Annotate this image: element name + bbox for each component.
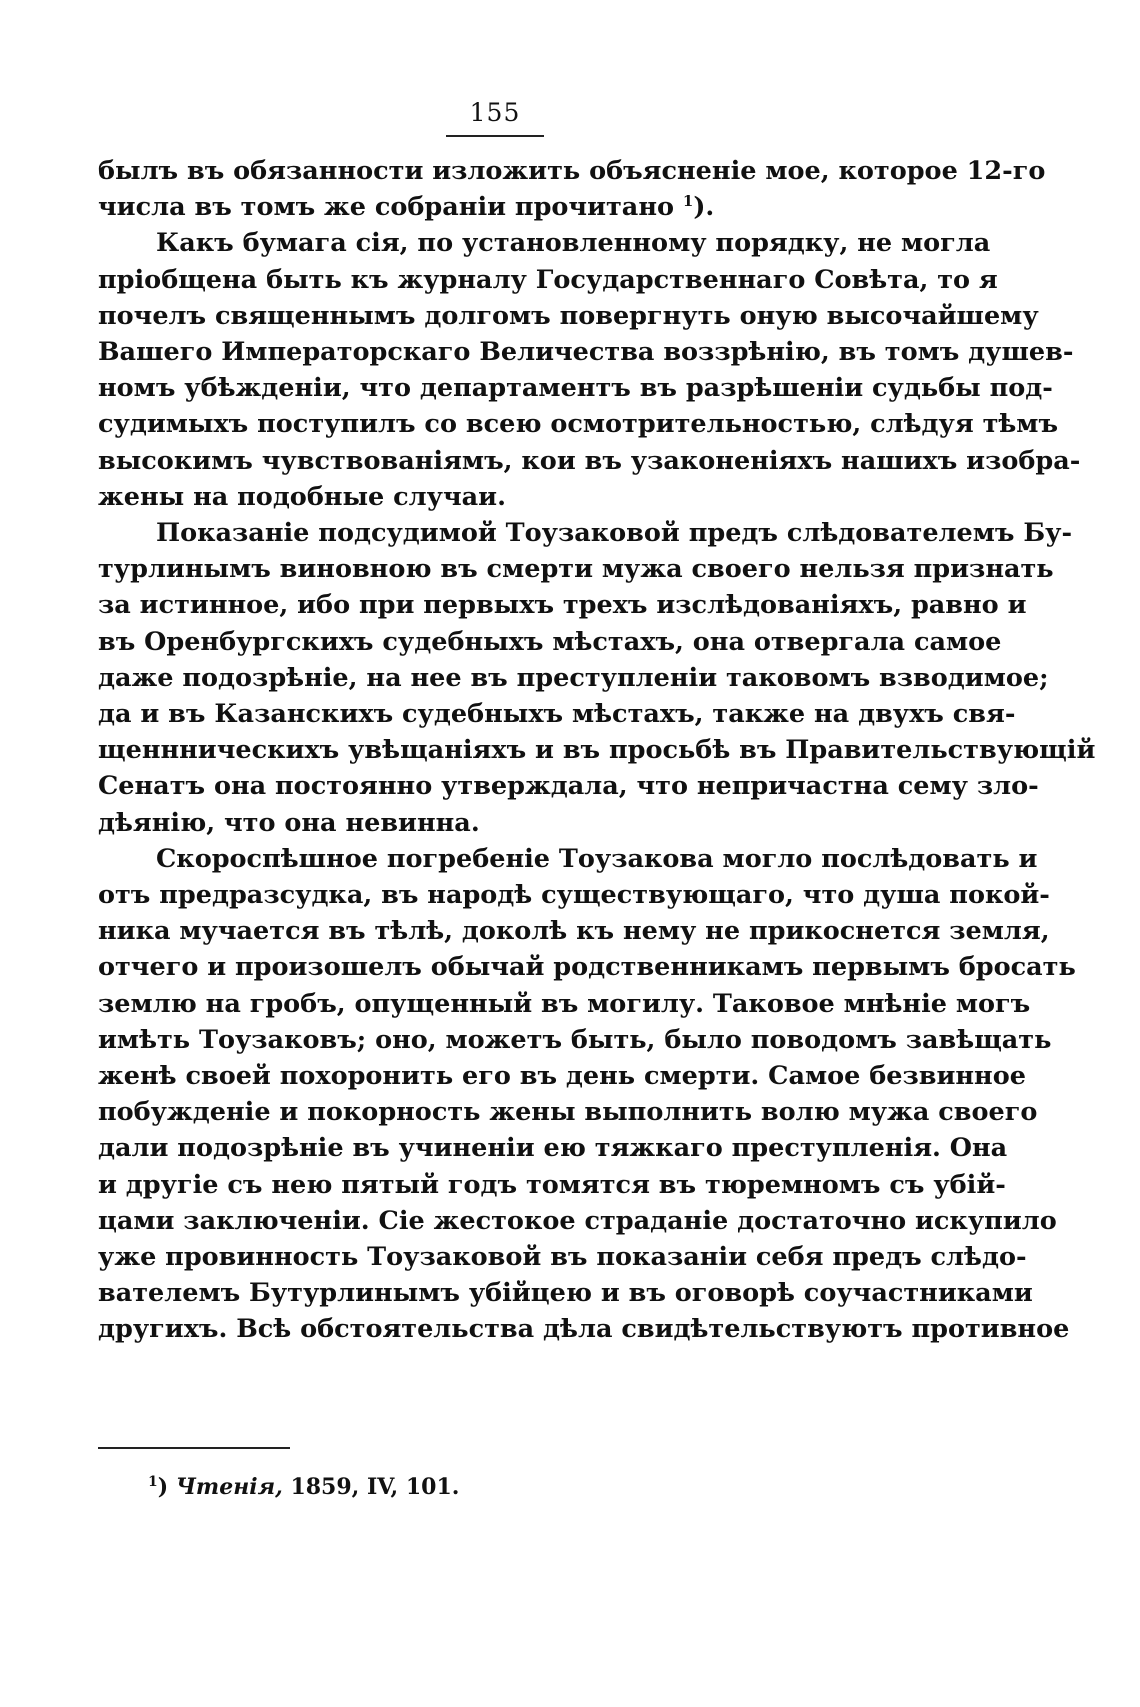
- text-line-tail: ).: [693, 192, 715, 223]
- text-line: [98, 443, 1081, 479]
- footnote-reference: 1: [682, 192, 694, 211]
- text-line-content: даже подозрѣніе, на нее въ преступленіи таковомъ взводимое;: [98, 662, 1049, 693]
- footnote: [148, 1470, 459, 1504]
- text-line: [98, 515, 1073, 551]
- text-line-content: отъ предразсудка, въ народѣ существующаго, что душа покой-: [98, 880, 1050, 910]
- page-number-rule: [446, 135, 544, 137]
- text-line: [98, 949, 1076, 985]
- text-line: [98, 1058, 1026, 1094]
- text-line-content: пріобщена быть къ журналу Государственнаго Совѣта, то я: [98, 264, 998, 295]
- text-line: [98, 913, 1050, 949]
- text-line: [98, 1239, 1027, 1275]
- text-line: [98, 660, 1049, 696]
- text-line: [98, 1094, 1038, 1130]
- text-line-content: судимыхъ поступилъ со всею осмотрительностью, слѣдуя тѣмъ: [98, 409, 1059, 440]
- text-line-content: высокимъ чувствованіямъ, кои въ узаконеніяхъ нашихъ изобра-: [98, 445, 1081, 476]
- text-line: [98, 262, 998, 298]
- text-line: [98, 551, 1054, 587]
- text-line-content: въ Оренбургскихъ судебныхъ мѣстахъ, она отвергала самое: [98, 626, 1002, 657]
- text-line-content: турлинымъ виновною въ смерти мужа своего нельзя признать: [98, 554, 1054, 585]
- text-line: [98, 298, 1039, 334]
- text-line: [98, 768, 1039, 804]
- page-number: 155: [469, 98, 521, 127]
- text-line-content: щеннническихъ увѣщаніяхъ и въ просьбѣ въ Правительствующій: [98, 735, 1096, 766]
- text-line-content: числа въ томъ же собраніи прочитано: [98, 192, 683, 223]
- text-line: [98, 986, 1031, 1022]
- text-line-content: ника мучается въ тѣлѣ, доколѣ къ нему не прикоснется земля,: [98, 916, 1050, 947]
- text-line: [98, 841, 1038, 877]
- footnote-title: Чтенія,: [175, 1474, 283, 1500]
- text-line: [98, 1022, 1052, 1058]
- footnote-rule: [98, 1447, 290, 1449]
- text-line: [98, 624, 1002, 660]
- footnote-rest: 1859, IV, 101.: [282, 1474, 460, 1500]
- text-line: [98, 1130, 1008, 1166]
- text-line: [98, 1311, 1070, 1347]
- text-line: [98, 587, 1027, 623]
- text-line: [98, 189, 888, 225]
- footnote-mark: 1: [148, 1474, 158, 1490]
- text-line-content: Скороспѣшное погребеніе Тоузакова могло послѣдовать и: [156, 843, 1038, 874]
- text-line: [98, 732, 1096, 768]
- text-line-content: Вашего Императорскаго Величества воззрѣнію, въ томъ душев-: [98, 337, 1074, 367]
- text-line-content: землю на гробъ, опущенный въ могилу. Таковое мнѣніе могъ: [98, 988, 1031, 1019]
- text-line-content: Показаніе подсудимой Тоузаковой предъ слѣдователемъ Бу-: [156, 518, 1073, 548]
- text-line: [98, 406, 1059, 442]
- text-line-content: номъ убѣжденіи, что департаментъ въ разрѣшеніи судьбы под-: [98, 373, 1053, 404]
- text-line: [98, 479, 888, 515]
- text-line-content: имѣть Тоузаковъ; оно, можетъ быть, было поводомъ завѣщать: [98, 1024, 1052, 1055]
- text-line: [98, 1275, 1033, 1311]
- text-line-content: Какъ бумага сія, по установленному порядку, не могла: [156, 228, 991, 259]
- text-line: [98, 153, 1046, 189]
- text-line-content: да и въ Казанскихъ судебныхъ мѣстахъ, также на двухъ свя-: [98, 699, 1016, 729]
- text-line: [98, 805, 888, 841]
- text-line-content: другихъ. Всѣ обстоятельства дѣла свидѣтельствуютъ противное: [98, 1314, 1070, 1345]
- text-line-content: побужденіе и покорность жены выполнить волю мужа своего: [98, 1097, 1038, 1128]
- text-line-content: дали подозрѣніе въ учиненіи ею тяжкаго преступленія. Она: [98, 1133, 1008, 1164]
- text-line-content: Сенатъ она постоянно утверждала, что непричастна сему зло-: [98, 771, 1039, 802]
- text-line: [98, 696, 1016, 732]
- text-line: [98, 370, 1053, 406]
- text-line: [98, 877, 1050, 913]
- text-line-content: и другіе съ нею пятый годъ томятся въ тюремномъ съ убій-: [98, 1169, 1006, 1200]
- text-line-content: почелъ священнымъ долгомъ повергнуть оную высочайшему: [98, 300, 1039, 331]
- text-line-content: цами заключеніи. Сіе жестокое страданіе достаточно искупило: [98, 1205, 1057, 1236]
- text-line-content: вателемъ Бутурлинымъ убійцею и въ оговорѣ соучастниками: [98, 1278, 1033, 1309]
- text-line: [98, 1203, 1057, 1239]
- text-line-content: женѣ своей похоронить его въ день смерти. Самое безвинное: [98, 1061, 1026, 1091]
- text-line-content: былъ въ обязанности изложить объясненіе мое, которое 12-го: [98, 156, 1046, 186]
- text-line-content: отчего и произошелъ обычай родственникамъ первымъ бросать: [98, 952, 1076, 983]
- text-line-content: за истинное, ибо при первыхъ трехъ изслѣдованіяхъ, равно и: [98, 590, 1027, 621]
- text-line: [98, 225, 991, 261]
- text-line-content: уже провинность Тоузаковой въ показаніи себя предъ слѣдо-: [98, 1242, 1027, 1272]
- text-line-content: жены на подобные случаи.: [98, 481, 506, 512]
- footnote-paren: ): [157, 1474, 169, 1500]
- text-line: [98, 1167, 1006, 1203]
- text-line-content: дѣянію, что она невинна.: [98, 807, 480, 838]
- text-line: [98, 334, 1074, 370]
